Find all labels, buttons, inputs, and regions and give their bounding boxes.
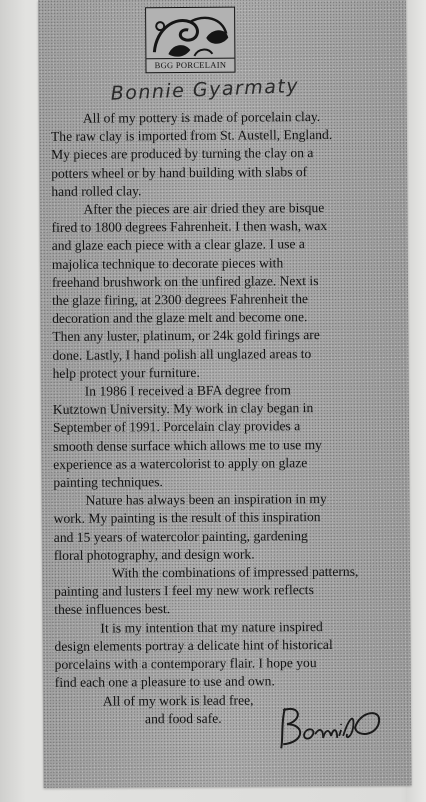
text-line: and food safe. [144, 710, 222, 726]
text-line: and glaze each piece with a clear glaze. I use a [51, 236, 305, 254]
text-line: hand rolled clay. [51, 183, 142, 199]
text-line: Nature has always been an inspiration in my [85, 491, 327, 508]
text-line: majolica technique to decorate pieces with [51, 254, 284, 272]
text-line: and 15 years of watercolor painting, gardening [53, 527, 308, 545]
text-line: painting techniques. [53, 474, 163, 490]
text-line: All of my work is lead free, [102, 692, 254, 709]
text-line: these influences best. [54, 601, 171, 618]
text-line: freehand brushwork on the unfired glaze. Next is [51, 272, 319, 290]
text-line: floral photography, and design work. [53, 546, 255, 563]
text-line: painting and lusters I feel my new work reflects [54, 582, 314, 600]
text-line: With the combinations of impressed patterns, [111, 563, 359, 581]
text-line: work. My painting is the result of this inspiration [53, 509, 321, 527]
text-line: After the pieces are air dried they are bisque [83, 200, 325, 217]
text-line: The raw clay is imported from St. Austell, England. [50, 127, 333, 145]
artist-statement-card [38, 0, 411, 788]
text-line: find each one a pleasure to use and own. [54, 673, 275, 691]
text-line: help protect your furniture. [52, 364, 200, 381]
text-line: In 1986 I received a BFA degree from [84, 382, 292, 399]
handwritten-signature-icon [275, 698, 385, 755]
text-line: Then any luster, platinum, or 24k gold firings are [52, 327, 320, 345]
text-line: Kutztown University. My work in clay began in [52, 400, 314, 418]
text-line: September of 1991. Porcelain clay provides a [52, 418, 301, 436]
text-line: potters wheel or by hand building with slabs of [51, 163, 308, 181]
text-line: fired to 1800 degrees Fahrenheit. I then wash, wax [51, 218, 328, 236]
logo-label: BGG PORCELAIN [146, 58, 234, 73]
text-line: experience as a watercolorist to apply on glaze [53, 454, 308, 472]
text-line: All of my pottery is made of porcelain clay. [82, 109, 321, 126]
text-line: done. Lastly, I hand polish all unglazed areas to [52, 345, 312, 363]
swirl-leaf-logo-icon [146, 8, 234, 61]
text-line: the glaze firing, at 2300 degrees Fahrenheit the [52, 291, 309, 308]
text-line: decoration and the glaze melt and become one. [52, 309, 308, 327]
text-line: smooth dense surface which allows me to use my [53, 436, 322, 454]
bgg-porcelain-logo [145, 7, 235, 74]
statement-body [51, 107, 407, 728]
text-line: It is my intention that my nature inspired [100, 618, 323, 636]
text-line: porcelains with a contemporary flair. I hope you [54, 655, 317, 672]
text-line: design elements portray a delicate hint of historical [54, 636, 333, 654]
text-line: My pieces are produced by turning the clay on a [51, 145, 314, 163]
handwritten-name: Bonnie Gyarmaty [110, 74, 300, 105]
